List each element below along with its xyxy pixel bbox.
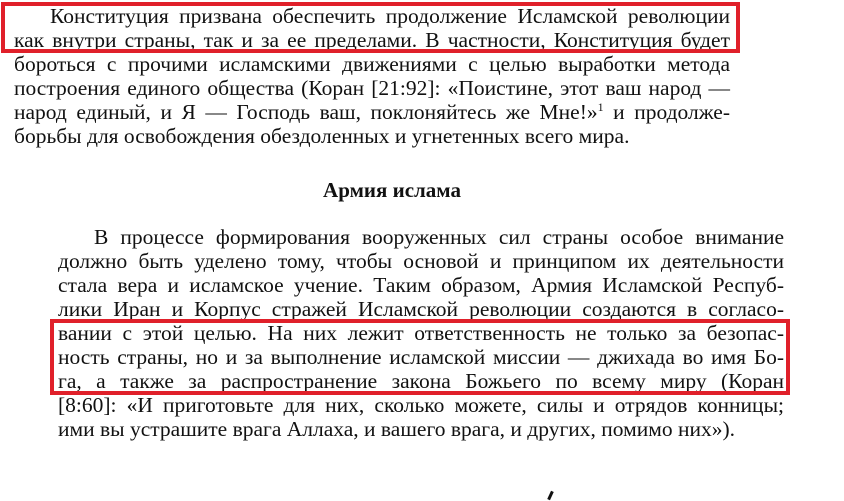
p1-line-5-tail: и продолже- — [603, 100, 730, 124]
p1-line-5-text: народ единый, и Я — Господь ваш, поклоняйтесь же Мне!» — [14, 100, 598, 124]
p2-line-2: должно быть уделено тому, чтобы основой и принципом их деятельности — [58, 249, 784, 273]
stray-mark — [547, 491, 554, 500]
p2-line-4: лики Иран и Корпус стражей Исламской революции создаются в согласо- — [58, 297, 784, 321]
p1-line-6: борьбы для освобождения обездоленных и угнетенных всего мира. — [14, 124, 630, 148]
highlight-box-1 — [1, 2, 740, 53]
p2-line-1: В процессе формирования вооруженных сил страны особое внимание — [94, 225, 784, 249]
highlight-box-2 — [50, 319, 790, 395]
p2-line-9: ими вы устрашите врага Аллаха, и вашего врага, и других, помимо них»). — [58, 417, 735, 441]
p2-line-7: га, а также за распространение закона Божьего по всему миру (Коран — [58, 369, 784, 393]
p2-line-6: ность страны, но и за выполнение исламской миссии — джихада во имя Бо- — [58, 345, 784, 369]
footnote-mark: 1 — [597, 99, 604, 114]
p2-line-8: [8:60]: «И приготовьте для них, сколько можете, силы и отрядов конницы; — [58, 393, 784, 417]
section-heading: Армия ислама — [323, 178, 461, 202]
p1-line-1: Конституция призвана обеспечить продолжение Исламской революции — [50, 4, 730, 28]
p2-line-3: стала вера и исламское учение. Таким образом, Армия Исламской Респуб- — [58, 273, 784, 297]
p2-line-5: вании с этой целью. На них лежит ответственность не только за безопас- — [58, 321, 784, 345]
p1-line-5 — [14, 100, 730, 124]
p1-line-3: бороться с прочими исламскими движениями с целью выработки метода — [14, 52, 730, 76]
p1-line-2: как внутри страны, так и за ее пределами. В частности, Конституция будет — [14, 28, 730, 52]
p1-line-4: построения единого общества (Коран [21:92]: «Поистине, этот ваш народ — — [14, 76, 730, 100]
